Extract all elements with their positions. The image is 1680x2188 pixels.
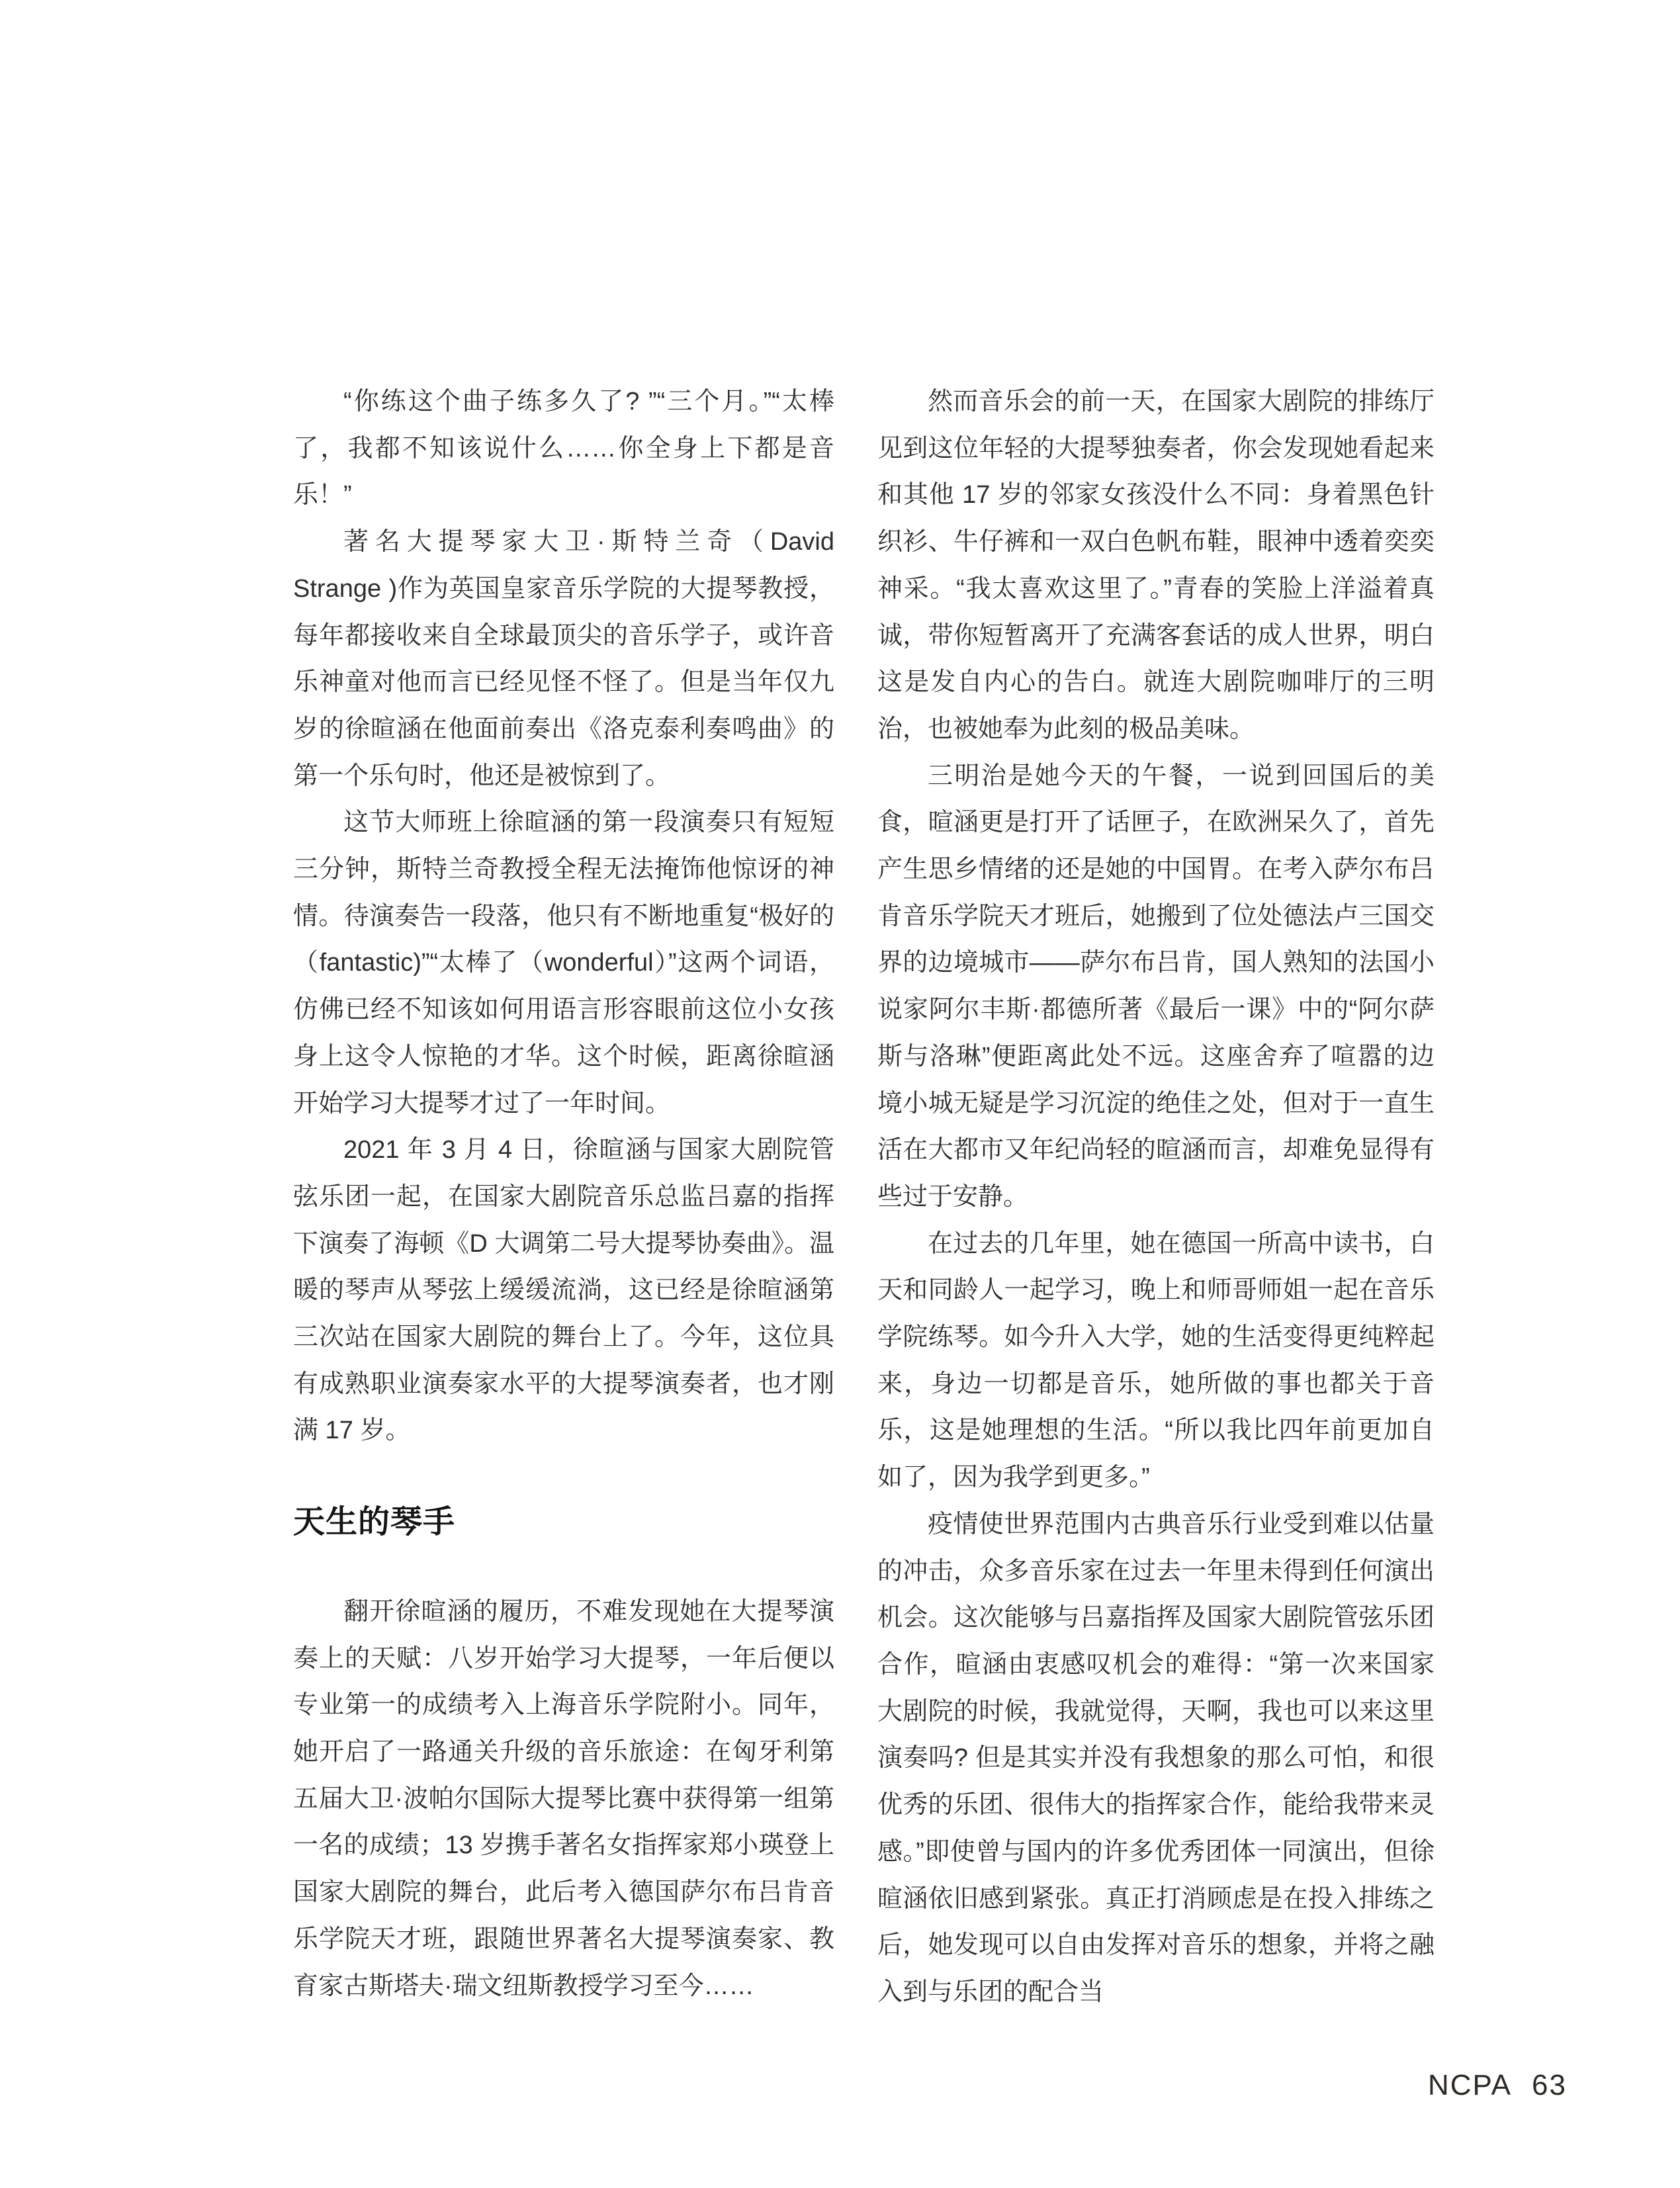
paragraph: 2021 年 3 月 4 日，徐暄涵与国家大剧院管弦乐团一起，在国家大剧院音乐总监吕嘉的指挥下演奏了海顿《D 大调第二号大提琴协奏曲》。温暖的琴声从琴弦上缓缓流淌，这已经是徐暄涵第三次站在国家大剧院的舞台上了。今年，这位具有成熟职业演奏家水平的大提琴演奏者，也才刚满 17 岁。 <box>293 1136 834 1445</box>
paragraph: “你练这个曲子练多久了? ”“三个月。”“太棒了，我都不知该说什么……你全身上下都是音乐！” <box>293 388 834 509</box>
article-left-column <box>293 378 834 2009</box>
paragraph: 然而音乐会的前一天，在国家大剧院的排练厅见到这位年轻的大提琴独奏者，你会发现她看起来和其他 17 岁的邻家女孩没什么不同：身着黑色针织衫、牛仔裤和一双白色帆布鞋，眼神中透着奕奕神采。“我太喜欢这里了。”青春的笑脸上洋溢着真诚，带你短暂离开了充满客套话的成人世界，明白这是发自内心的告白。就连大剧院咖啡厅的三明治，也被她奉为此刻的极品美味。 <box>877 388 1435 743</box>
paragraph: 在过去的几年里，她在德国一所高中读书，白天和同龄人一起学习，晚上和师哥师姐一起在音乐学院练琴。如今升入大学，她的生活变得更纯粹起来，身边一切都是音乐，她所做的事也都关于音乐，这是她理想的生活。“所以我比四年前更加自如了，因为我学到更多。” <box>877 1229 1435 1492</box>
page-folio <box>1428 2071 1567 2100</box>
footer-page-number: 63 <box>1531 2069 1567 2101</box>
paragraph: 疫情使世界范围内古典音乐行业受到难以估量的冲击，众多音乐家在过去一年里未得到任何演出机会。这次能够与吕嘉指挥及国家大剧院管弦乐团合作，暄涵由衷感叹机会的难得：“第一次来国家大剧院的时候，我就觉得，天啊，我也可以来这里演奏吗? 但是其实并没有我想象的那么可怕，和很优秀的乐团、很伟大的指挥家合作，能给我带来灵感。”即使曾与国内的许多优秀团体一同演出，但徐暄涵依旧感到紧张。真正打消顾虑是在投入排练之后，她发现可以自由发挥对音乐的想象，并将之融入到与乐团的配合当 <box>877 1510 1435 2006</box>
paragraph: 这节大师班上徐暄涵的第一段演奏只有短短三分钟，斯特兰奇教授全程无法掩饰他惊讶的神情。待演奏告一段落，他只有不断地重复“极好的（fantastic)”“太棒了（wonderful）”这两个词语，仿佛已经不知该如何用语言形容眼前这位小女孩身上这令人惊艳的才华。这个时候，距离徐暄涵开始学习大提琴才过了一年时间。 <box>293 809 834 1117</box>
paragraph: 翻开徐暄涵的履历，不难发现她在大提琴演奏上的天赋：八岁开始学习大提琴，一年后便以专业第一的成绩考入上海音乐学院附小。同年，她开启了一路通关升级的音乐旅途：在匈牙利第五届大卫·波帕尔国际大提琴比赛中获得第一组第一名的成绩；13 岁携手著名女指挥家郑小瑛登上国家大剧院的舞台，此后考入德国萨尔布吕肯音乐学院天才班，跟随世界著名大提琴演奏家、教育家古斯塔夫·瑞文纽斯教授学习至今…… <box>293 1597 834 2000</box>
footer-brand: NCPA <box>1428 2069 1512 2101</box>
paragraph: 著名大提琴家大卫·斯特兰奇（David Strange )作为英国皇家音乐学院的大提琴教授，每年都接收来自全球最顶尖的音乐学子，或许音乐神童对他而言已经见怪不怪了。但是当年仅九岁的徐暄涵在他面前奏出《洛克泰利奏鸣曲》的第一个乐句时，他还是被惊到了。 <box>293 528 834 790</box>
section-heading: 天生的琴手 <box>293 1505 456 1540</box>
paragraph: 三明治是她今天的午餐，一说到回国后的美食，暄涵更是打开了话匣子，在欧洲呆久了，首先产生思乡情绪的还是她的中国胃。在考入萨尔布吕肯音乐学院天才班后，她搬到了位处德法卢三国交界的边境城市——萨尔布吕肯，国人熟知的法国小说家阿尔丰斯·都德所著《最后一课》中的“阿尔萨斯与洛琳”便距离此处不远。这座舍弃了喧嚣的边境小城无疑是学习沉淀的绝佳之处，但对于一直生活在大都市又年纪尚轻的暄涵而言，却难免显得有些过于安静。 <box>877 762 1435 1211</box>
article-right-column <box>877 378 1435 2016</box>
